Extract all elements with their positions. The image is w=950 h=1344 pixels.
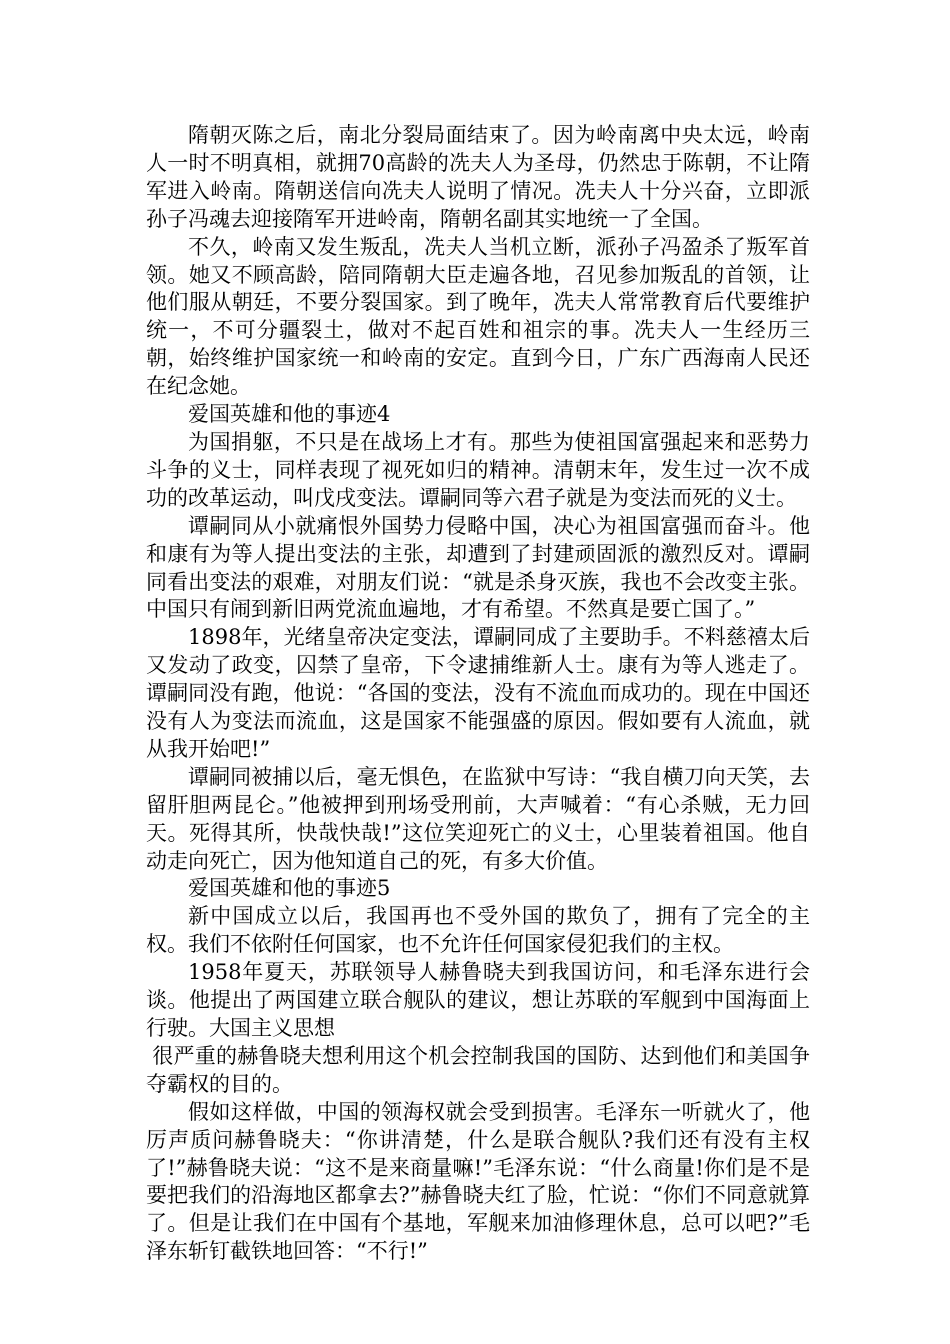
paragraph-wuxu-reform: 为国捐躯，不只是在战场上才有。那些为使祖国富强起来和恶势力斗争的义士，同样表现了视死如归的精神。清朝末年，发生过一次不成功的改革运动，叫戊戌变法。谭嗣同等六君子就是为变法而死的义士。 (146, 429, 810, 510)
paragraph-new-china-sovereignty: 新中国成立以后，我国再也不受外国的欺负了，拥有了完全的主权。我们不依附任何国家，也不允许任何国家侵犯我们的主权。 (146, 904, 810, 957)
paragraph-1958-khrushchev-visit: 1958年夏天，苏联领导人赫鲁晓夫到我国访问，和毛泽东进行会谈。他提出了两国建立联合舰队的建议，想让苏联的军舰到中国海面上行驶。大国主义思想 (146, 960, 810, 1040)
section-heading-4: 爱国英雄和他的事迹4 (188, 402, 391, 427)
paragraph-1898-reform: 1898年，光绪皇帝决定变法，谭嗣同成了主要助手。不料慈禧太后又发动了政变，囚禁了皇帝，下令逮捕维新人士。康有为等人逃走了。谭嗣同没有跑，他说：“各国的变法，没有不流血而成功的。现在中国还没有人为变法而流血，这是国家不能强盛的原因。假如要有人流血，就从我开始吧!” (146, 625, 810, 761)
section-heading-5: 爱国英雄和他的事迹5 (188, 876, 391, 901)
paragraph-lingnan-rebellion: 不久，岭南又发生叛乱，冼夫人当机立断，派孙子冯盈杀了叛军首领。她又不顾高龄，陪同隋朝大臣走遍各地，召见参加叛乱的首领，让他们服从朝廷，不要分裂国家。到了晚年，冼夫人常常教育后代要维护统一，不可分疆裂土，做对不起百姓和祖宗的事。冼夫人一生经历三朝，始终维护国家统一和岭南的安定。直到今日，广东广西海南人民还在纪念她。 (146, 234, 810, 399)
paragraph-sui-unification: 隋朝灭陈之后，南北分裂局面结束了。因为岭南离中央太远，岭南人一时不明真相，就拥70高龄的冼夫人为圣母，仍然忠于陈朝，不让隋军进入岭南。隋朝送信向冼夫人说明了情况。冼夫人十分兴奋，立即派孙子冯魂去迎接隋军开进岭南，隋朝名副其实地统一了全国。 (146, 123, 810, 231)
paragraph-hegemony-aim: 很严重的赫鲁晓夫想利用这个机会控制我国的国防、达到他们和美国争夺霸权的目的。 (146, 1043, 810, 1096)
paragraph-mao-refusal: 假如这样做，中国的领海权就会受到损害。毛泽东一听就火了，他厉声质问赫鲁晓夫：“你讲清楚，什么是联合舰队?我们还有没有主权了!”赫鲁晓夫说：“这不是来商量嘛!”毛泽东说：“什么商量!你们是不是要把我们的沿海地区都拿去?”赫鲁晓夫红了脸，忙说：“你们不同意就算了。但是让我们在中国有个基地，军舰来加油修理休息，总可以吧?”毛泽东斩钉截铁地回答：“不行!” (146, 1099, 810, 1264)
document-body (146, 122, 810, 1266)
paragraph-tan-sitong-arrest: 谭嗣同被捕以后，毫无惧色，在监狱中写诗：“我自横刀向天笑，去留肝胆两昆仑。”他被押到刑场受刑前，大声喊着：“有心杀贼，无力回天。死得其所，快哉快哉!”这位笑迎死亡的义士，心里装着祖国。他自动走向死亡，因为他知道自己的死，有多大价值。 (146, 764, 810, 873)
paragraph-tan-sitong-youth: 谭嗣同从小就痛恨外国势力侵略中国，决心为祖国富强而奋斗。他和康有为等人提出变法的主张，却遭到了封建顽固派的激烈反对。谭嗣同看出变法的艰难，对朋友们说：“就是杀身灭族，我也不会改变主张。中国只有闹到新旧两党流血遍地，才有希望。不然真是要亡国了。” (146, 513, 810, 622)
